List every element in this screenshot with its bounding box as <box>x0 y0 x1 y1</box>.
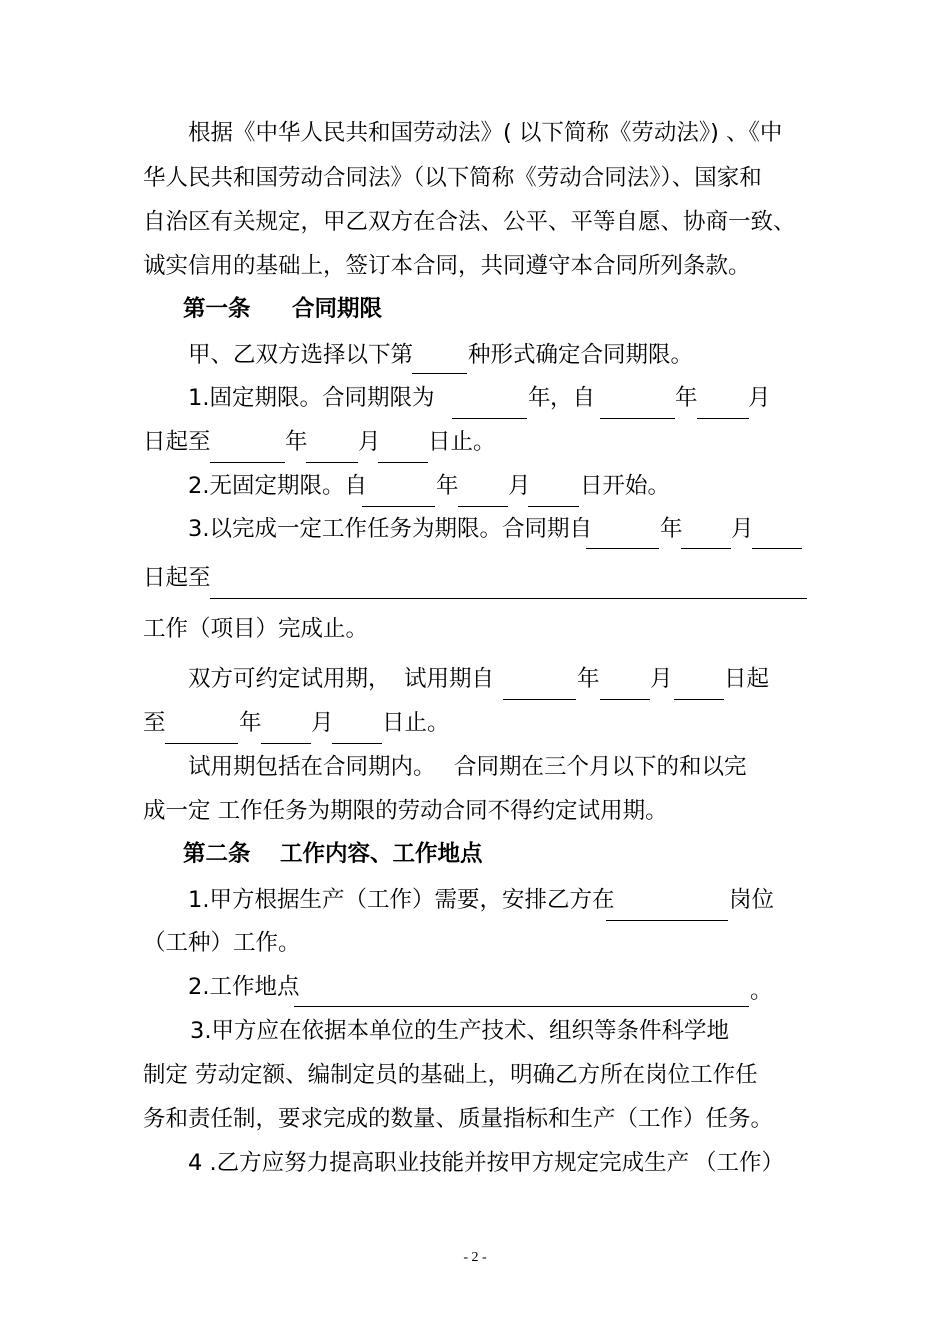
probation-end-month-blank[interactable] <box>261 743 311 744</box>
clause-3-line-2: 制定 劳动定额、编制定员的基础上，明确乙方所在岗位工作任 <box>143 1062 758 1088</box>
fixed-end-year-blank[interactable] <box>210 462 285 463</box>
start-to-label: 日起至 <box>143 565 211 591</box>
probation-note-a: 试用期包括在合同期内。 <box>188 754 436 780</box>
clause-4-line-1b: （工作） <box>694 1150 785 1176</box>
work-location-period: 。 <box>750 978 773 1004</box>
end-label: 日止。 <box>428 429 496 455</box>
probation-start-year-blank[interactable] <box>503 699 576 700</box>
start-to-label: 日起至 <box>143 429 211 455</box>
probation-start-month-blank[interactable] <box>600 699 650 700</box>
position-blank[interactable] <box>606 920 728 921</box>
task-start-day-blank[interactable] <box>752 548 802 549</box>
task-end-label: 工作（项目）完成止。 <box>143 616 369 642</box>
task-start-month-blank[interactable] <box>681 548 731 549</box>
probation-text-a: 双方可约定试用期， <box>188 666 391 692</box>
form-number-blank[interactable] <box>412 373 467 374</box>
task-start-year-blank[interactable] <box>586 548 659 549</box>
article-2-title: 工作内容、工作地点 <box>280 841 483 867</box>
term-years-blank[interactable] <box>452 418 527 419</box>
open-start-day-blank[interactable] <box>528 506 579 507</box>
clause-3-line-1: 3.甲方应在依据本单位的生产技术、组织等条件科学地 <box>190 1018 729 1044</box>
probation-end-day-blank[interactable] <box>332 743 382 744</box>
probation-note-b: 合同期在三个月以下的和以完 <box>454 754 747 780</box>
task-description-blank[interactable] <box>210 598 807 599</box>
fixed-term-text: 1.固定期限。合同期限为 <box>188 385 435 411</box>
open-end-label: 日开始。 <box>580 473 671 499</box>
year-label: 年 <box>436 473 459 499</box>
fixed-start-year-blank[interactable] <box>600 418 675 419</box>
to-label: 至 <box>143 710 166 736</box>
preamble-line-2: 华人民共和国劳动合同法》（以下简称《劳动合同法》）、国家和 <box>143 165 762 191</box>
fixed-end-day-blank[interactable] <box>378 462 428 463</box>
work-location-blank[interactable] <box>294 1006 749 1007</box>
preamble-line-4: 诚实信用的基础上，签订本合同，共同遵守本合同所列条款。 <box>143 253 751 279</box>
task-term-text: 3.以完成一定工作任务为期限。合同期自 <box>188 516 592 542</box>
year-label: 年 <box>285 429 308 455</box>
open-start-year-blank[interactable] <box>362 506 435 507</box>
preamble-line-3: 自治区有关规定，甲乙双方在合法、公平、平等自愿、协商一致、 <box>143 209 796 235</box>
clause-3-line-3: 务和责任制，要求完成的数量、质量指标和生产（工作）任务。 <box>143 1106 774 1132</box>
preamble-line-1: 根据《中华人民共和国劳动法》( 以下简称《劳动法》) 、《中 <box>188 120 783 146</box>
fixed-start-month-blank[interactable] <box>697 418 749 419</box>
article-1-number: 第一条 <box>183 296 251 322</box>
open-term-text: 2.无固定期限。自 <box>188 473 367 499</box>
month-label: 月 <box>311 710 334 736</box>
end-label: 日止。 <box>382 710 450 736</box>
position-text-a: 1.甲方根据生产（工作）需要，安排乙方在 <box>188 887 615 913</box>
article-2-number: 第二条 <box>183 841 251 867</box>
year-label: 年 <box>577 666 600 692</box>
probation-end-year-blank[interactable] <box>165 743 238 744</box>
choose-text-b: 种形式确定合同期限。 <box>468 342 694 368</box>
choose-text-a: 甲、乙双方选择以下第 <box>188 342 414 368</box>
month-label: 月 <box>650 666 673 692</box>
page-number: - 2 - <box>463 1250 487 1265</box>
month-label: 月 <box>731 516 754 542</box>
fixed-end-month-blank[interactable] <box>306 462 358 463</box>
probation-from-label: 日起 <box>724 666 770 692</box>
open-start-month-blank[interactable] <box>458 506 508 507</box>
month-label: 月 <box>508 473 531 499</box>
position-text-b: 岗位 <box>729 887 775 913</box>
probation-note-c: 成一定 工作任务为期限的劳动合同不得约定试用期。 <box>143 798 668 824</box>
probation-start-day-blank[interactable] <box>674 699 724 700</box>
month-label: 月 <box>748 385 771 411</box>
year-label: 年 <box>239 710 262 736</box>
year-label: 年 <box>660 516 683 542</box>
article-1-title: 合同期限 <box>292 296 383 322</box>
month-label: 月 <box>358 429 381 455</box>
year-label: 年 <box>528 385 551 411</box>
position-text-c: （工种）工作。 <box>143 930 301 956</box>
work-location-label: 2.工作地点 <box>188 974 300 1000</box>
probation-text-b: 试用期自 <box>404 666 495 692</box>
clause-4-line-1a: 4 .乙方应努力提高职业技能并按甲方规定完成生产 <box>188 1150 690 1176</box>
from-label: ，自 <box>550 385 596 411</box>
year-label: 年 <box>675 385 698 411</box>
